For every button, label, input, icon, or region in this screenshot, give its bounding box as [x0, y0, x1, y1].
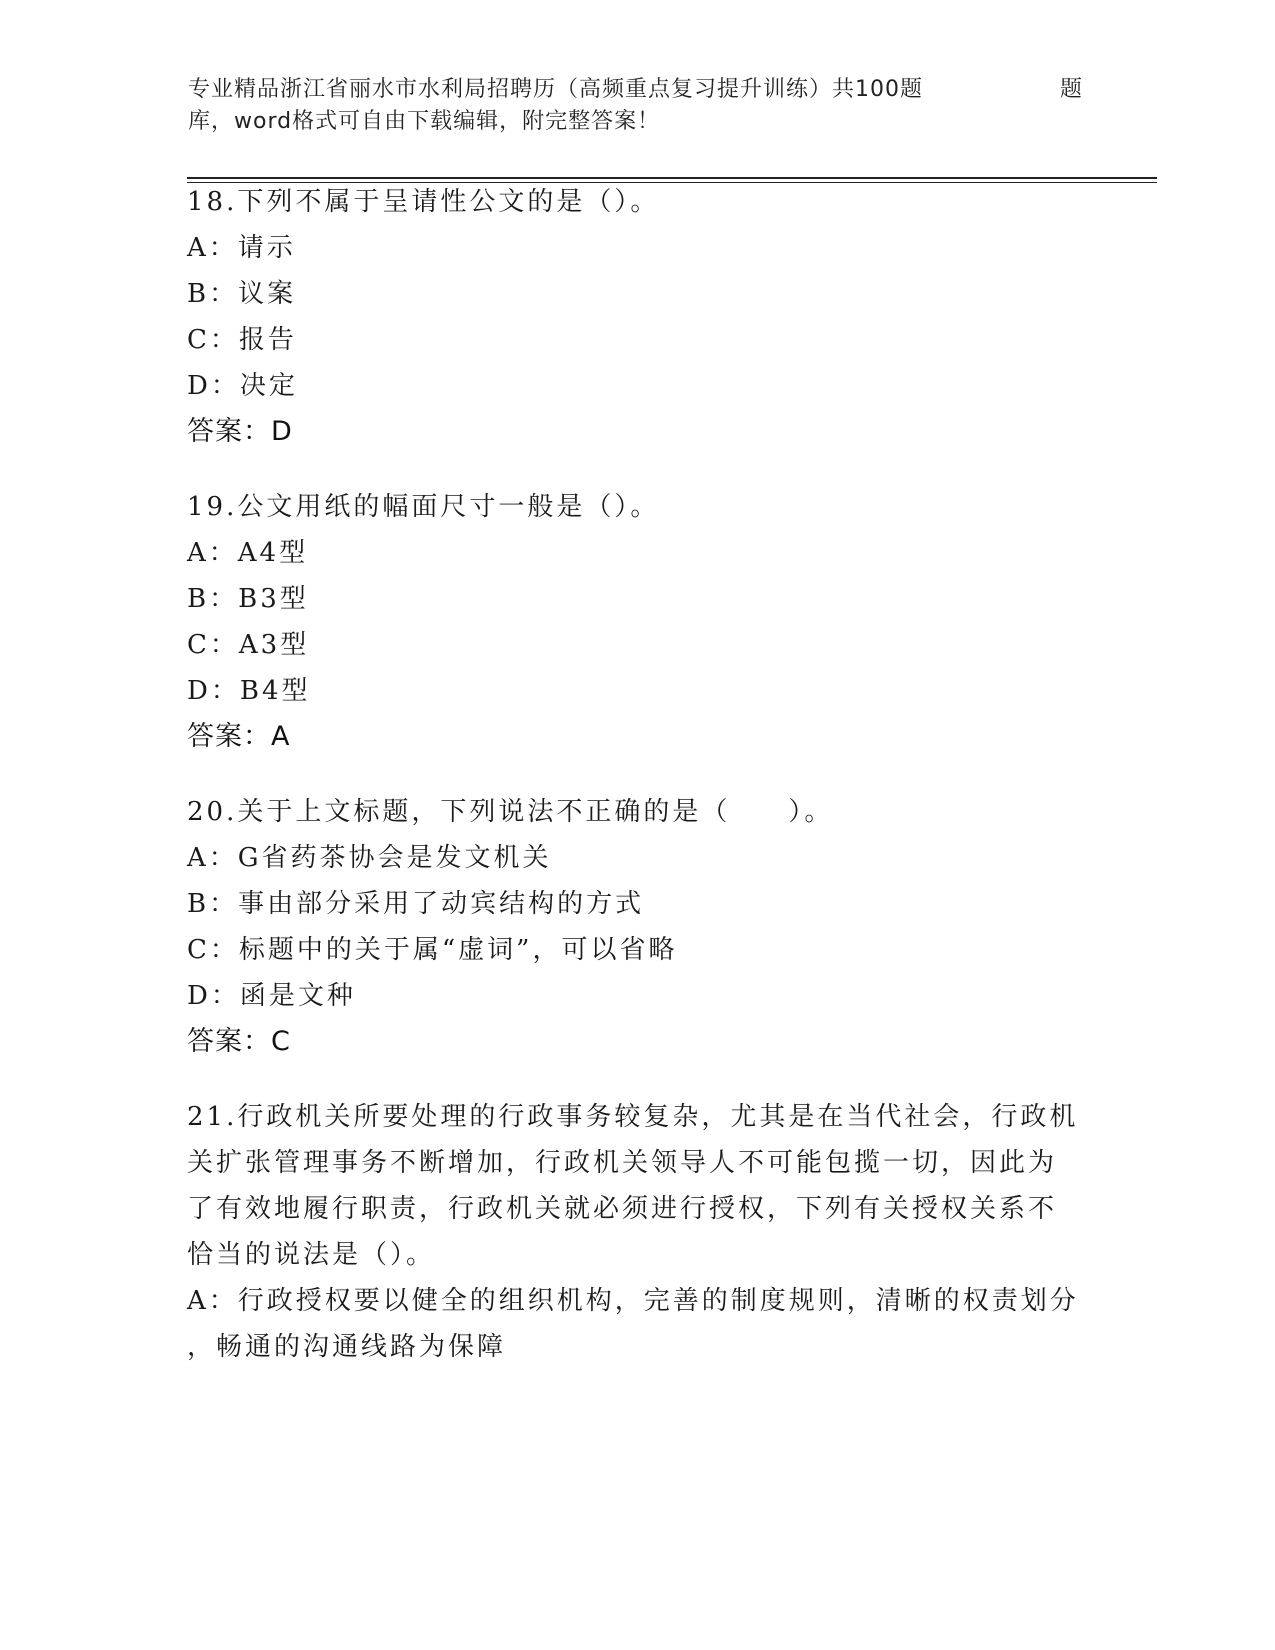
option-b: B：议案	[187, 279, 297, 309]
option-c: C：标题中的关于属“虚词”，可以省略	[187, 935, 678, 965]
question-19	[187, 484, 1087, 760]
answer-line: 答案：C	[187, 1026, 291, 1057]
question-stem-line: 恰当的说法是（）。	[187, 1240, 436, 1270]
question-stem-line: 了有效地履行职责，行政机关就必须进行授权，下列有关授权关系不	[187, 1194, 1058, 1224]
question-20	[187, 789, 1087, 1065]
option-c: C：A3型	[187, 630, 310, 660]
question-stem-line: 21.行政机关所要处理的行政事务较复杂，尤其是在当代社会，行政机	[187, 1102, 1079, 1132]
answer-line: 答案：D	[187, 416, 293, 447]
option-d: D：函是文种	[187, 981, 356, 1011]
option-c: C：报告	[187, 325, 297, 355]
option-b: B：事由部分采用了动宾结构的方式	[187, 889, 645, 919]
document-header	[188, 74, 1108, 138]
question-stem: 19.公文用纸的幅面尺寸一般是（）。	[187, 492, 660, 522]
option-a: A：G省药茶协会是发文机关	[187, 843, 552, 873]
header-line-1-tail: 题	[1060, 77, 1084, 102]
question-18	[187, 179, 1087, 455]
option-d: D：决定	[187, 371, 298, 401]
question-stem-line: 关扩张管理事务不断增加，行政机关领导人不可能包揽一切，因此为	[187, 1148, 1058, 1178]
question-21	[187, 1094, 1087, 1370]
option-a-line: A：行政授权要以健全的组织机构，完善的制度规则，清晰的权责划分	[187, 1286, 1079, 1316]
header-line-2: 库，word格式可自由下载编辑，附完整答案！	[188, 109, 661, 134]
question-stem: 18.下列不属于呈请性公文的是（）。	[187, 187, 660, 217]
header-line-1: 专业精品浙江省丽水市水利局招聘历（高频重点复习提升训练）共100题	[188, 77, 923, 102]
option-b: B：B3型	[187, 584, 309, 614]
question-stem: 20.关于上文标题，下列说法不正确的是（ ）。	[187, 797, 834, 827]
answer-line: 答案：A	[187, 721, 291, 752]
option-a: A：请示	[187, 233, 296, 263]
option-a: A：A4型	[187, 538, 309, 568]
option-d: D：B4型	[187, 676, 311, 706]
option-a-line: ，畅通的沟通线路为保障	[187, 1332, 507, 1362]
